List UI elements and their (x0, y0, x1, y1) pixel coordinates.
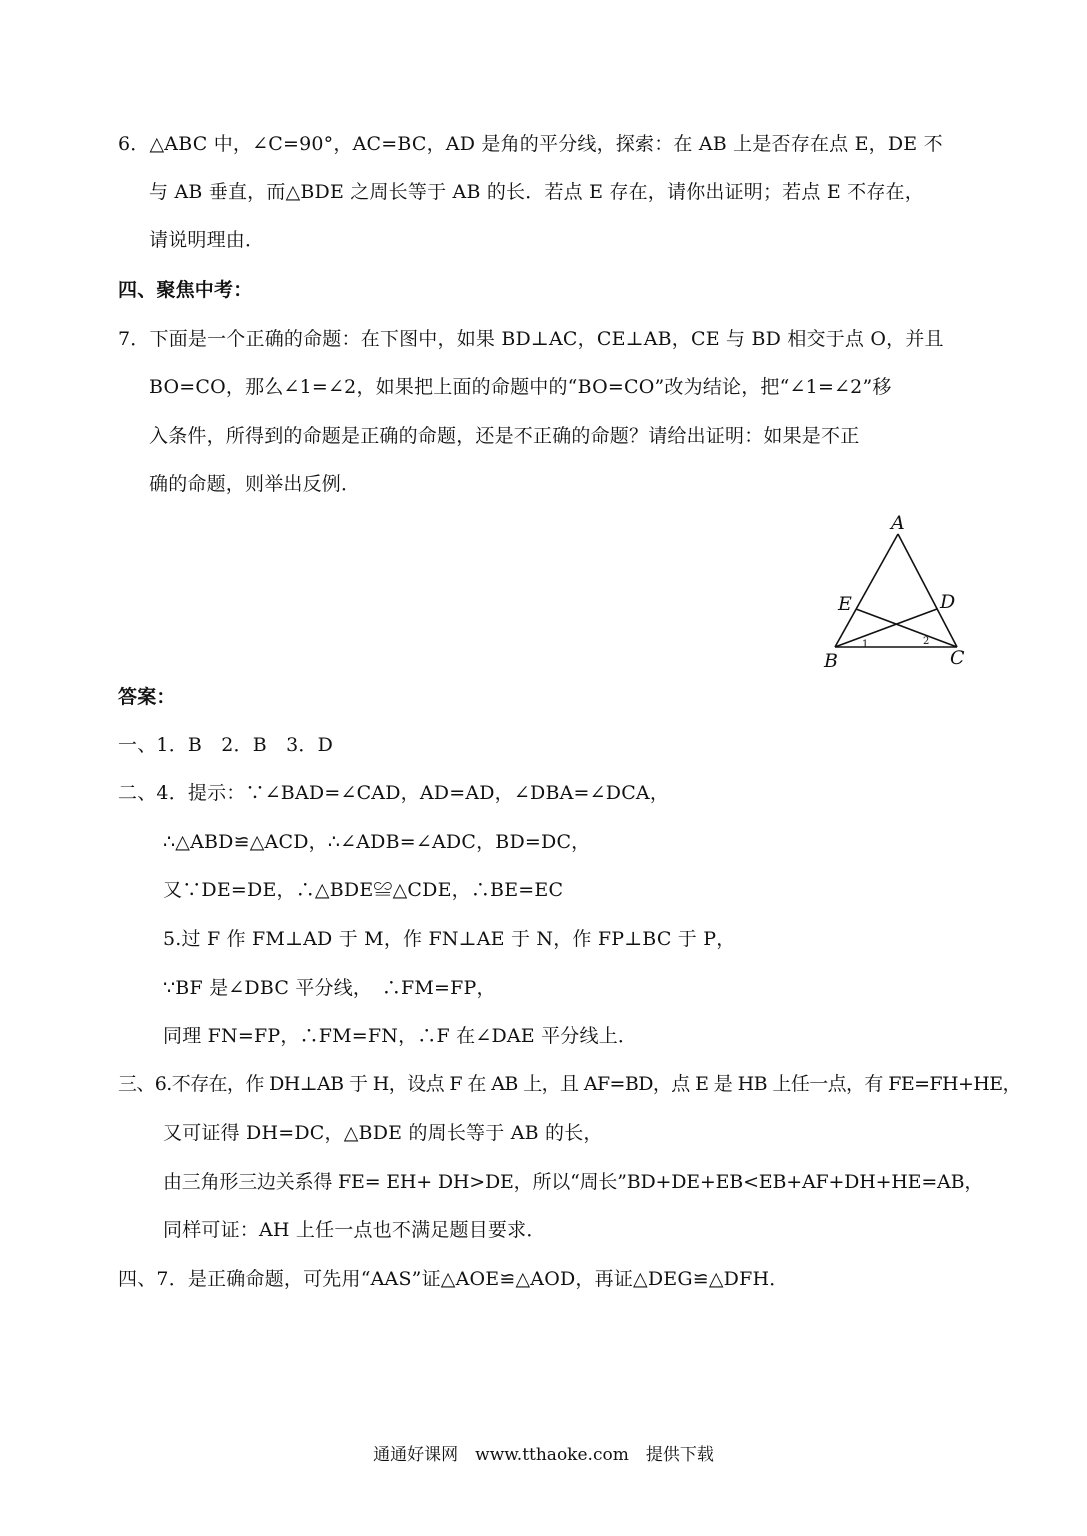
page-footer: 通通好课网 www.tthaoke.com 提供下载 (373, 1445, 714, 1465)
answer-q4-line-3: 又∵DE=DE，∴△BDE≌△CDE，∴BE=EC (163, 879, 564, 901)
label-d: D (940, 591, 956, 613)
answer-q6-line-4: 同样可证：AH 上任一点也不满足题目要求． (163, 1219, 546, 1241)
segment-ce (856, 609, 957, 647)
label-a: A (891, 512, 905, 534)
answers-title: 答案： (118, 686, 176, 708)
answer-q5-line-3: 同理 FN=FP，∴FM=FN，∴F 在∠DAE 平分线上． (163, 1025, 638, 1047)
label-angle-1: 1 (862, 639, 869, 650)
answer-q6-line-3: 由三角形三边关系得 FE= EH+ DH>DE，所以“周长”BD+DE+EB<EB+AF+DH+HE=AB， (163, 1171, 984, 1193)
answer-q4-line-2: ∴△ABD≌△ACD，∴∠ADB=∠ADC，BD=DC， (163, 831, 591, 853)
label-e: E (838, 593, 852, 615)
section-4-title: 四、聚焦中考： (118, 279, 253, 301)
label-c: C (950, 647, 965, 669)
q7-line-1: 7．下面是一个正确的命题：在下图中，如果 BD⊥AC，CE⊥AB，CE 与 BD 相交于点 O，并且 (118, 328, 944, 350)
answer-q6-line-2: 又可证得 DH=DC，△BDE 的周长等于 AB 的长， (163, 1122, 603, 1144)
label-angle-2: 2 (923, 636, 930, 647)
side-ab (835, 534, 898, 647)
triangle-figure (822, 510, 982, 672)
answer-q4-line-1: 二、4．提示：∵∠BAD=∠CAD，AD=AD，∠DBA=∠DCA， (118, 782, 670, 804)
q6-line-3: 请说明理由． (149, 229, 265, 251)
q6-line-2: 与 AB 垂直，而△BDE 之周长等于 AB 的长．若点 E 存在，请你出证明；若点 E 不存在， (149, 181, 924, 203)
q7-line-2: BO=CO，那么∠1=∠2，如果把上面的命题中的“BO=CO”改为结论，把“∠1=∠2”移 (149, 376, 892, 398)
q6-line-1: 6．△ABC 中，∠C=90°，AC=BC，AD 是角的平分线，探索：在 AB 上是否存在点 E，DE 不 (118, 133, 943, 155)
answer-q5-line-2: ∵BF 是∠DBC 平分线， ∴FM=FP， (163, 977, 496, 999)
q7-line-4: 确的命题，则举出反例． (149, 473, 361, 495)
label-b: B (824, 650, 838, 672)
answer-q5-line-1: 5.过 F 作 FM⊥AD 于 M，作 FN⊥AE 于 N，作 FP⊥BC 于 P， (163, 928, 736, 950)
answer-q6-line-1: 三、6.不存在，作 DH⊥AB 于 H，设点 F 在 AB 上，且 AF=BD，点 E 是 HB 上任一点，有 FE=FH+HE， (118, 1073, 1021, 1095)
answer-part-1: 一、1．B 2．B 3．D (118, 734, 334, 756)
answer-q7-line-1: 四、7．是正确命题，可先用“AAS”证△AOE≌△AOD，再证△DEG≌△DFH． (118, 1268, 789, 1290)
q7-line-3: 入条件，所得到的命题是正确的命题，还是不正确的命题？请给出证明：如果是不正 (149, 425, 860, 447)
